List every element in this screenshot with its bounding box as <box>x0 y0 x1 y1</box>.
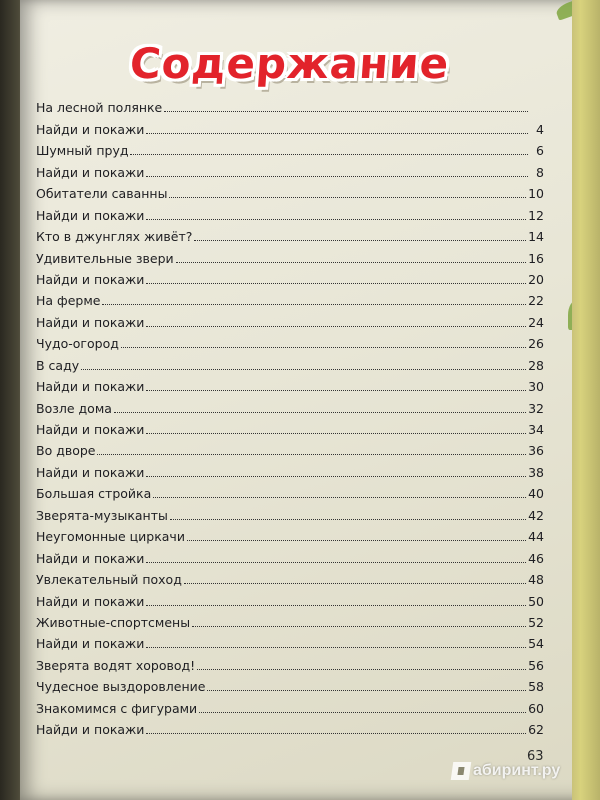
toc-entry-label: Чудесное выздоровление <box>36 679 206 695</box>
toc-leader-dots <box>146 176 528 177</box>
toc-entry-page: 40 <box>528 486 544 502</box>
toc-entry <box>36 673 544 694</box>
toc-entry-label: Найди и покажи <box>36 121 145 137</box>
toc-leader-dots <box>97 454 526 455</box>
toc-entry-page: 46 <box>528 550 544 566</box>
toc-leader-dots <box>184 583 526 584</box>
toc-leader-dots <box>146 133 528 134</box>
toc-leader-dots <box>146 647 526 648</box>
toc-leader-dots <box>146 476 526 477</box>
toc-entry <box>36 437 544 458</box>
toc-leader-dots <box>81 369 526 370</box>
toc-entry-label: На ферме <box>36 293 101 309</box>
toc-leader-dots <box>207 690 526 691</box>
toc-leader-dots <box>146 219 526 220</box>
toc-leader-dots <box>199 712 526 713</box>
toc-entry-page: 20 <box>528 271 544 287</box>
toc-entry <box>36 694 544 715</box>
labirint-watermark <box>452 762 560 780</box>
toc-entry-label: Удивительные звери <box>36 250 174 266</box>
toc-leader-dots <box>153 497 526 498</box>
toc-leader-dots <box>187 540 526 541</box>
watermark-text: абиринт.ру <box>473 762 561 779</box>
toc-entry-page: 50 <box>528 593 544 609</box>
toc-entry-page: 38 <box>528 464 544 480</box>
toc-entry <box>36 308 544 329</box>
toc-leader-dots <box>169 197 526 198</box>
toc-leader-dots <box>164 111 528 112</box>
toc-entry-label: Найди и покажи <box>36 550 145 566</box>
toc-leader-dots <box>146 283 526 284</box>
toc-entry-label: Увлекательный поход <box>36 572 182 588</box>
toc-entry <box>36 523 544 544</box>
toc-entry-label: Найди и покажи <box>36 314 145 330</box>
toc-leader-dots <box>170 519 526 520</box>
toc-entry-page: 16 <box>528 250 544 266</box>
toc-leader-dots <box>146 390 526 391</box>
toc-entry-label: Обитатели саванны <box>36 186 168 202</box>
toc-entry <box>36 244 544 265</box>
toc-entry-page: 44 <box>528 529 544 545</box>
toc-entry-label: Найди и покажи <box>36 464 145 480</box>
toc-entry-label: Найди и покажи <box>36 379 145 395</box>
toc-leader-dots <box>130 154 528 155</box>
toc-leader-dots <box>192 626 526 627</box>
toc-entry-label: Зверята-музыканты <box>36 507 168 523</box>
toc-entry-page: 8 <box>536 164 544 180</box>
toc-entry-label: Животные-спортсмены <box>36 614 191 630</box>
toc-entry <box>36 716 544 737</box>
toc-entry <box>36 137 544 158</box>
toc-entry-label: Возле дома <box>36 400 112 416</box>
toc-entry <box>36 223 544 244</box>
toc-entry-page: 32 <box>528 400 544 416</box>
toc-leader-dots <box>146 433 526 434</box>
toc-entry <box>36 266 544 287</box>
toc-leader-dots <box>146 326 526 327</box>
toc-entry <box>36 630 544 651</box>
toc-entry-label: Шумный пруд <box>36 143 129 159</box>
toc-entry <box>36 394 544 415</box>
toc-entry <box>36 201 544 222</box>
page-title-text: Содержание <box>128 38 452 88</box>
toc-entry <box>36 351 544 372</box>
toc-entry-page: 30 <box>528 379 544 395</box>
toc-entry <box>36 458 544 479</box>
toc-entry-label: Зверята водят хоровод! <box>36 657 196 673</box>
toc-entry <box>36 94 544 115</box>
toc-entry-page: 26 <box>528 336 544 352</box>
toc-entry-label: Большая стройка <box>36 486 152 502</box>
toc-entry-page: 48 <box>528 572 544 588</box>
toc-leader-dots <box>194 240 526 241</box>
toc-leader-dots <box>146 562 526 563</box>
toc-entry-page: 28 <box>528 357 544 373</box>
toc-entry-label: Найди и покажи <box>36 593 145 609</box>
toc-entry <box>36 158 544 179</box>
toc-entry-label: Найди и покажи <box>36 722 145 738</box>
toc-entry-page: 4 <box>536 121 544 137</box>
toc-entry-label: Найди и покажи <box>36 207 145 223</box>
toc-entry <box>36 566 544 587</box>
toc-entry-label: Чудо-огород <box>36 336 119 352</box>
toc-entry-label: Знакомимся с фигурами <box>36 700 198 716</box>
book-edge <box>572 0 600 800</box>
toc-entry-page: 42 <box>528 507 544 523</box>
toc-entry-page: 22 <box>528 293 544 309</box>
toc-entry <box>36 651 544 672</box>
toc-entry <box>36 609 544 630</box>
toc-entry <box>36 587 544 608</box>
table-of-contents <box>36 94 544 737</box>
toc-leader-dots <box>176 262 526 263</box>
toc-entry-label: Найди и покажи <box>36 422 145 437</box>
toc-entry-page: 14 <box>528 229 544 245</box>
toc-entry-label: Во дворе <box>36 443 96 459</box>
toc-entry-page: 6 <box>536 143 544 159</box>
toc-entry <box>36 180 544 201</box>
toc-entry <box>36 501 544 522</box>
toc-entry <box>36 373 544 394</box>
toc-entry-page: 60 <box>528 700 544 716</box>
toc-entry <box>36 416 544 437</box>
toc-entry-page: 56 <box>528 657 544 673</box>
toc-entry <box>36 287 544 308</box>
toc-entry <box>36 330 544 351</box>
toc-entry-page: 36 <box>528 443 544 459</box>
toc-leader-dots <box>114 412 526 413</box>
toc-entry-label: Найди и покажи <box>36 636 145 652</box>
toc-leader-dots <box>146 605 526 606</box>
toc-entry-page: 24 <box>528 314 544 330</box>
toc-entry-page: 34 <box>528 422 544 437</box>
toc-leader-dots <box>146 733 526 734</box>
toc-entry-label: Найди и покажи <box>36 164 145 180</box>
page-number: 63 <box>527 749 544 764</box>
toc-entry-page: 54 <box>528 636 544 652</box>
toc-entry-label: Неугомонные циркачи <box>36 529 185 545</box>
toc-entry-page: 10 <box>528 186 544 202</box>
toc-entry-label: Найди и покажи <box>36 271 145 287</box>
toc-entry <box>36 544 544 565</box>
toc-entry-page: 12 <box>528 207 544 223</box>
labirint-logo-icon <box>451 762 472 780</box>
toc-entry-label: На лесной полянке <box>36 100 163 116</box>
toc-entry <box>36 480 544 501</box>
toc-entry-page: 52 <box>528 614 544 630</box>
toc-leader-dots <box>121 347 526 348</box>
toc-entry-page: 62 <box>528 722 544 738</box>
toc-entry-page: 58 <box>528 679 544 695</box>
toc-entry-label: В саду <box>36 357 80 373</box>
page-title <box>130 22 450 104</box>
toc-leader-dots <box>102 304 526 305</box>
toc-entry <box>36 115 544 136</box>
toc-entry-label: Кто в джунглях живёт? <box>36 229 193 245</box>
toc-leader-dots <box>197 669 526 670</box>
